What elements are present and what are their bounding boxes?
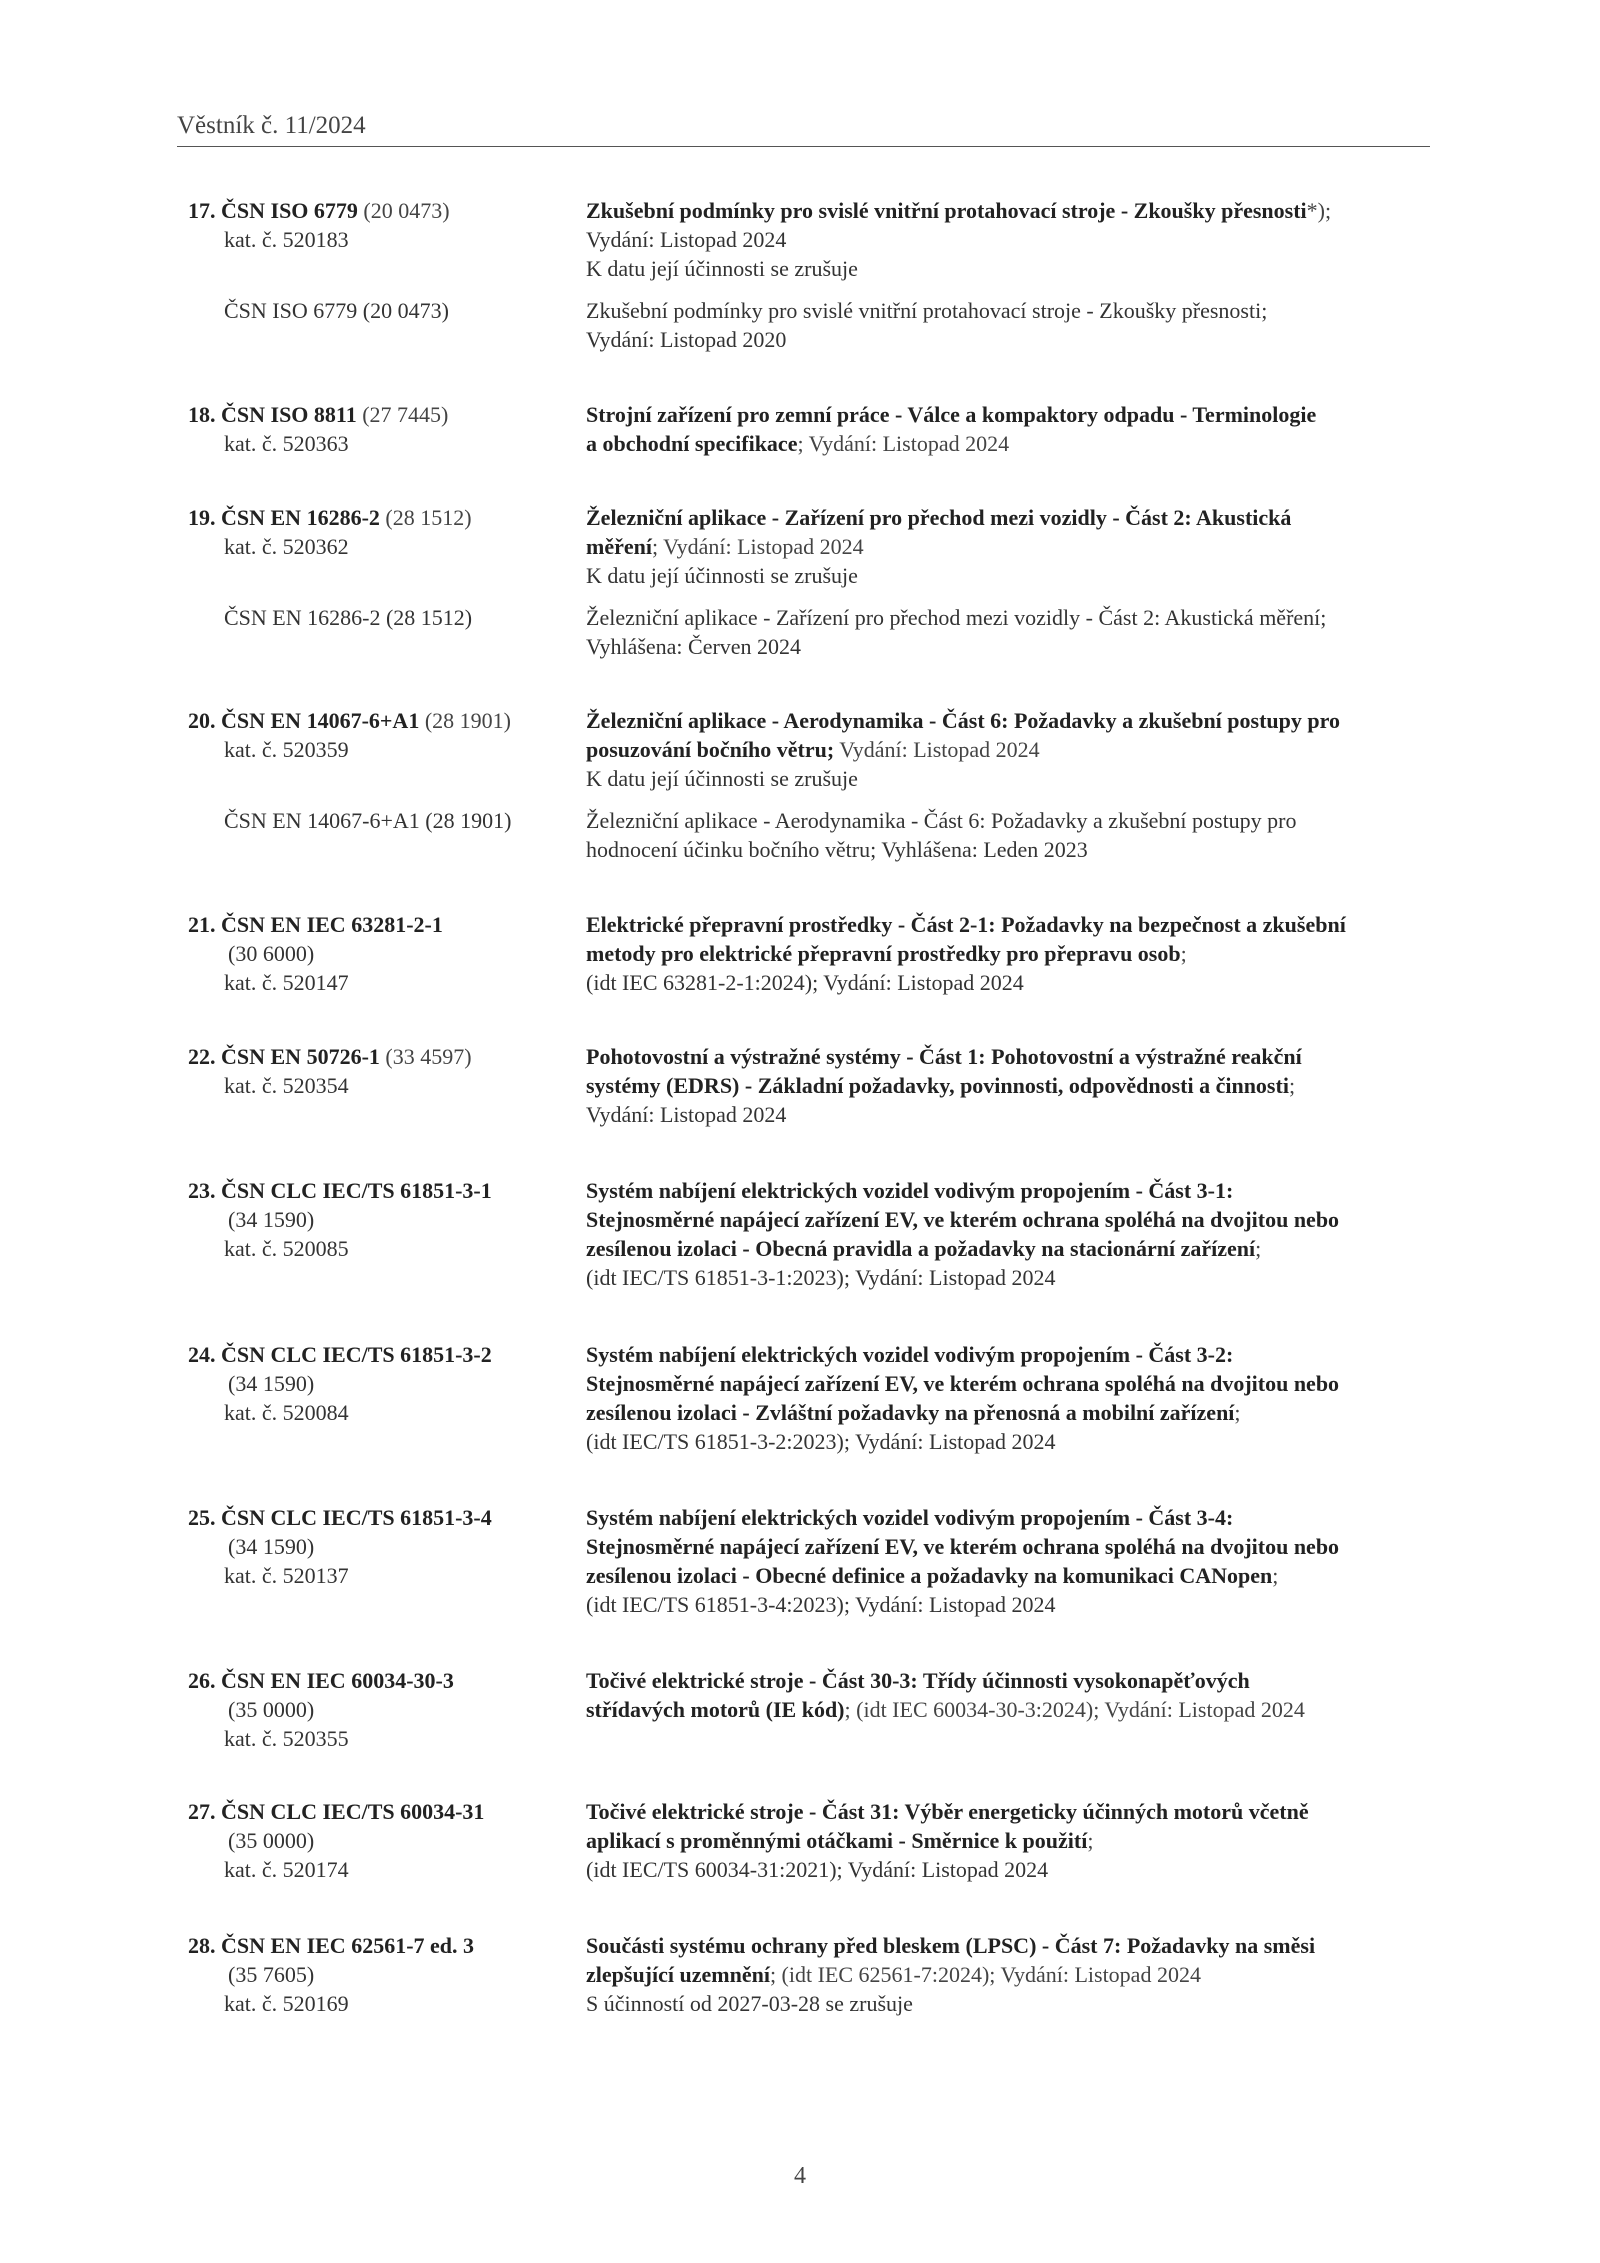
classification-group: (20 0473) xyxy=(363,198,450,223)
standard-code: ČSN EN 14067-6+A1 xyxy=(221,708,420,733)
issue-date: (idt IEC 63281-2-1:2024); Vydání: Listopad 2024 xyxy=(586,970,1024,995)
entry-number: 22. xyxy=(188,1044,216,1069)
issue-date: ; Vydání: Listopad 2024 xyxy=(797,431,1010,456)
standard-id xyxy=(188,706,568,835)
standard-id xyxy=(188,1666,568,1753)
standard-id xyxy=(188,1176,568,1263)
standard-description: Železniční aplikace - Zařízení pro přechod mezi vozidly - Část 2: Akustická měření; Vydání: Listopad 2024 K datu její účinnosti se zrušuje Železniční aplikace - Zařízení pro přechod mezi vozidly - Část 2: Akustická měření; Vyhlášena: Červen 2024 xyxy=(586,503,1446,661)
issue-date: (idt IEC/TS 60034-31:2021); Vydání: Listopad 2024 xyxy=(586,1857,1049,1882)
standard-id xyxy=(188,400,568,458)
catalog-number: kat. č. 520362 xyxy=(224,534,349,559)
standard-code: ČSN CLC IEC/TS 60034-31 xyxy=(221,1799,485,1824)
issue-date: (idt IEC/TS 61851-3-2:2023); Vydání: Listopad 2024 xyxy=(586,1429,1056,1454)
issue-date: Vydání: Listopad 2024 xyxy=(586,1102,787,1127)
standard-code: ČSN EN 16286-2 xyxy=(221,505,380,530)
entry-number: 26. xyxy=(188,1668,216,1693)
standard-code: ČSN EN IEC 63281-2-1 xyxy=(221,912,443,937)
issue-date: Vydání: Listopad 2024 xyxy=(586,227,787,252)
standard-title: Systém nabíjení elektrických vozidel vodivým propojením - Část 3-2: xyxy=(586,1342,1234,1367)
standard-title: Zkušební podmínky pro svislé vnitřní protahovací stroje - Zkoušky přesnosti xyxy=(586,198,1307,223)
issue-date: (idt IEC/TS 61851-3-4:2023); Vydání: Listopad 2024 xyxy=(586,1592,1056,1617)
superseded-title: Zkušební podmínky pro svislé vnitřní protahovací stroje - Zkoušky přesnosti; xyxy=(586,298,1268,323)
superseded-issue: Vydání: Listopad 2020 xyxy=(586,327,787,352)
standard-title: Systém nabíjení elektrických vozidel vodivým propojením - Část 3-1: xyxy=(586,1178,1234,1203)
catalog-number: kat. č. 520174 xyxy=(224,1857,349,1882)
classification-group: (35 7605) xyxy=(228,1962,315,1987)
issue-date: (idt IEC/TS 61851-3-1:2023); Vydání: Listopad 2024 xyxy=(586,1265,1056,1290)
standard-title: Systém nabíjení elektrických vozidel vodivým propojením - Část 3-4: xyxy=(586,1505,1234,1530)
standard-code: ČSN EN 50726-1 xyxy=(221,1044,380,1069)
standard-code: ČSN CLC IEC/TS 61851-3-1 xyxy=(221,1178,492,1203)
standard-description: Systém nabíjení elektrických vozidel vodivým propojením - Část 3-2: Stejnosměrné napájecí zařízení EV, ve kterém ochrana spoléhá na dvojitou nebo zesílenou izolaci - Zvláštní požadavky na přenosná a mobilní zařízení; (idt IEC/TS 61851-3-2:2023); Vydání: Listopad 2024 xyxy=(586,1340,1446,1456)
standard-description: Zkušební podmínky pro svislé vnitřní protahovací stroje - Zkoušky přesnosti*); Vydání: Listopad 2024 K datu její účinnosti se zrušuje Zkušební podmínky pro svislé vnitřní protahovací stroje - Zkoušky přesnosti; Vydání: Listopad 2020 xyxy=(586,196,1446,354)
classification-group: (35 0000) xyxy=(228,1697,315,1722)
catalog-number: kat. č. 520085 xyxy=(224,1236,349,1261)
standard-id xyxy=(188,910,568,997)
standard-code: ČSN CLC IEC/TS 61851-3-2 xyxy=(221,1342,492,1367)
entry-number: 27. xyxy=(188,1799,216,1824)
standard-code: ČSN ISO 8811 xyxy=(221,402,357,427)
catalog-number: kat. č. 520354 xyxy=(224,1073,349,1098)
standard-description: Pohotovostní a výstražné systémy - Část 1: Pohotovostní a výstražné reakční systémy (EDRS) - Základní požadavky, povinnosti, odpovědnosti a činnosti; Vydání: Listopad 2024 xyxy=(586,1042,1446,1129)
standard-id xyxy=(188,1503,568,1590)
standard-code: ČSN CLC IEC/TS 61851-3-4 xyxy=(221,1505,492,1530)
catalog-number: kat. č. 520147 xyxy=(224,970,349,995)
entry-number: 23. xyxy=(188,1178,216,1203)
cancellation-note: S účinností od 2027-03-28 se zrušuje xyxy=(586,1991,913,2016)
catalog-number: kat. č. 520363 xyxy=(224,431,349,456)
issue-date: Vydání: Listopad 2024 xyxy=(834,737,1040,762)
standard-id xyxy=(188,1042,568,1100)
entry-number: 19. xyxy=(188,505,216,530)
standard-description: Točivé elektrické stroje - Část 31: Výběr energeticky účinných motorů včetně aplikací s proměnnými otáčkami - Směrnice k použití; (idt IEC/TS 60034-31:2021); Vydání: Listopad 2024 xyxy=(586,1797,1446,1884)
standard-title: Elektrické přepravní prostředky - Část 2-1: Požadavky na bezpečnost a zkušební xyxy=(586,912,1346,937)
standard-id xyxy=(188,196,568,325)
entry-number: 20. xyxy=(188,708,216,733)
catalog-number: kat. č. 520359 xyxy=(224,737,349,762)
entry-number: 24. xyxy=(188,1342,216,1367)
entry-number: 17. xyxy=(188,198,216,223)
standard-description: Elektrické přepravní prostředky - Část 2-1: Požadavky na bezpečnost a zkušební metody pro elektrické přepravní prostředky pro přepravu osob; (idt IEC 63281-2-1:2024); Vydání: Listopad 2024 xyxy=(586,910,1446,997)
catalog-number: kat. č. 520084 xyxy=(224,1400,349,1425)
page-number: 4 xyxy=(794,2163,806,2189)
classification-group: (34 1590) xyxy=(228,1534,315,1559)
superseded-standard-code: ČSN ISO 6779 (20 0473) xyxy=(224,298,449,323)
cancellation-note: K datu její účinnosti se zrušuje xyxy=(586,766,858,791)
entry-number: 18. xyxy=(188,402,216,427)
classification-group: (35 0000) xyxy=(228,1828,315,1853)
classification-group: (33 4597) xyxy=(385,1044,472,1069)
standard-description: Strojní zařízení pro zemní práce - Válce a kompaktory odpadu - Terminologie a obchodní specifikace; Vydání: Listopad 2024 xyxy=(586,400,1446,458)
superseded-standard-code: ČSN EN 14067-6+A1 (28 1901) xyxy=(224,808,512,833)
standard-title: Železniční aplikace - Zařízení pro přechod mezi vozidly - Část 2: Akustická xyxy=(586,505,1292,530)
classification-group: (34 1590) xyxy=(228,1207,315,1232)
catalog-number: kat. č. 520355 xyxy=(224,1726,349,1751)
catalog-number: kat. č. 520169 xyxy=(224,1991,349,2016)
standard-description: Železniční aplikace - Aerodynamika - Část 6: Požadavky a zkušební postupy pro posuzování bočního větru; Vydání: Listopad 2024 K datu její účinnosti se zrušuje Železniční aplikace - Aerodynamika - Část 6: Požadavky a zkušební postupy pro hodnocení účinku bočního větru; Vyhlášena: Leden 2023 xyxy=(586,706,1446,864)
bulletin-header: Věstník č. 11/2024 xyxy=(177,112,366,139)
standard-title: Železniční aplikace - Aerodynamika - Část 6: Požadavky a zkušební postupy pro xyxy=(586,708,1340,733)
superseded-issue: hodnocení účinku bočního větru; Vyhlášena: Leden 2023 xyxy=(586,837,1088,862)
standard-description: Součásti systému ochrany před bleskem (LPSC) - Část 7: Požadavky na směsi zlepšující uzemnění; (idt IEC 62561-7:2024); Vydání: Listopad 2024 S účinností od 2027-03-28 se zrušuje xyxy=(586,1931,1446,2018)
classification-group: (28 1901) xyxy=(424,708,511,733)
standard-description: Točivé elektrické stroje - Část 30-3: Třídy účinnosti vysokonapěťových střídavých motorů (IE kód); (idt IEC 60034-30-3:2024); Vydání: Listopad 2024 xyxy=(586,1666,1446,1724)
standard-id xyxy=(188,503,568,632)
entry-number: 25. xyxy=(188,1505,216,1530)
standard-description: Systém nabíjení elektrických vozidel vodivým propojením - Část 3-4: Stejnosměrné napájecí zařízení EV, ve kterém ochrana spoléhá na dvojitou nebo zesílenou izolaci - Obecné definice a požadavky na komunikaci CANopen; (idt IEC/TS 61851-3-4:2023); Vydání: Listopad 2024 xyxy=(586,1503,1446,1619)
standard-description: Systém nabíjení elektrických vozidel vodivým propojením - Část 3-1: Stejnosměrné napájecí zařízení EV, ve kterém ochrana spoléhá na dvojitou nebo zesílenou izolaci - Obecná pravidla a požadavky na stacionární zařízení; (idt IEC/TS 61851-3-1:2023); Vydání: Listopad 2024 xyxy=(586,1176,1446,1292)
cancellation-note: K datu její účinnosti se zrušuje xyxy=(586,563,858,588)
standard-title: Točivé elektrické stroje - Část 31: Výběr energeticky účinných motorů včetně xyxy=(586,1799,1309,1824)
cancellation-note: K datu její účinnosti se zrušuje xyxy=(586,256,858,281)
standard-title: Pohotovostní a výstražné systémy - Část 1: Pohotovostní a výstražné reakční xyxy=(586,1044,1302,1069)
issue-date: ; Vydání: Listopad 2024 xyxy=(651,534,864,559)
classification-group: (28 1512) xyxy=(385,505,472,530)
catalog-number: kat. č. 520137 xyxy=(224,1563,349,1588)
standard-code: ČSN EN IEC 60034-30-3 xyxy=(221,1668,454,1693)
header-divider xyxy=(177,146,1430,147)
classification-group: (34 1590) xyxy=(228,1371,315,1396)
issue-date: ; (idt IEC 60034-30-3:2024); Vydání: Listopad 2024 xyxy=(844,1697,1305,1722)
superseded-title: Železniční aplikace - Aerodynamika - Část 6: Požadavky a zkušební postupy pro xyxy=(586,808,1297,833)
catalog-number: kat. č. 520183 xyxy=(224,227,349,252)
standard-title: Součásti systému ochrany před bleskem (LPSC) - Část 7: Požadavky na směsi xyxy=(586,1933,1316,1958)
superseded-title: Železniční aplikace - Zařízení pro přechod mezi vozidly - Část 2: Akustická měření; xyxy=(586,605,1327,630)
superseded-issue: Vyhlášena: Červen 2024 xyxy=(586,634,802,659)
standard-id xyxy=(188,1340,568,1427)
issue-date: ; (idt IEC 62561-7:2024); Vydání: Listopad 2024 xyxy=(769,1962,1201,1987)
standard-id xyxy=(188,1931,568,2018)
superseded-standard-code: ČSN EN 16286-2 (28 1512) xyxy=(224,605,473,630)
standard-code: ČSN ISO 6779 xyxy=(221,198,358,223)
standard-code: ČSN EN IEC 62561-7 ed. 3 xyxy=(221,1933,475,1958)
standard-title: Strojní zařízení pro zemní práce - Válce a kompaktory odpadu - Terminologie xyxy=(586,402,1317,427)
standard-id xyxy=(188,1797,568,1884)
classification-group: (27 7445) xyxy=(362,402,449,427)
entry-number: 28. xyxy=(188,1933,216,1958)
standard-title: Točivé elektrické stroje - Část 30-3: Třídy účinnosti vysokonapěťových xyxy=(586,1668,1250,1693)
entry-number: 21. xyxy=(188,912,216,937)
classification-group: (30 6000) xyxy=(228,941,315,966)
